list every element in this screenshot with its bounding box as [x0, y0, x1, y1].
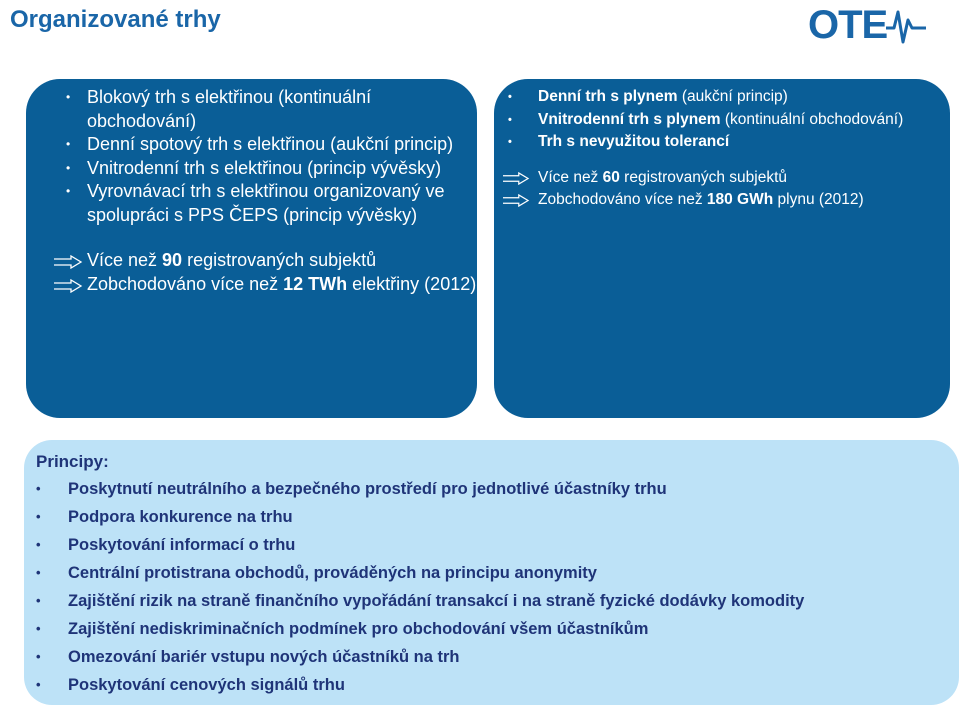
- principle-item: • Poskytování cenových signálů trhu: [24, 671, 959, 699]
- list-item: • Blokový trh s elektřinou (kontinuální obchodování): [26, 86, 477, 133]
- principles-list: [24, 475, 959, 699]
- double-arrow-icon: [502, 194, 530, 207]
- electricity-market-list: [26, 86, 477, 227]
- gas-market-panel: [494, 79, 950, 418]
- electricity-stats-list: [26, 249, 477, 296]
- page-title: Organizované trhy: [10, 6, 221, 33]
- gas-market-list: [494, 86, 950, 154]
- list-item: • Trh s nevyužitou tolerancí: [494, 131, 950, 154]
- principle-item: • Omezování bariér vstupu nových účastníků na trh: [24, 643, 959, 671]
- principle-item: • Zajištění rizik na straně finančního vypořádání transakcí i na straně fyzické dodávky komodity: [24, 587, 959, 615]
- principle-item: • Podpora konkurence na trhu: [24, 503, 959, 531]
- stat-item: Více než 60 registrovaných subjektů: [494, 167, 950, 190]
- principle-item: • Zajištění nediskriminačních podmínek pro obchodování všem účastníkům: [24, 615, 959, 643]
- double-arrow-icon: [502, 172, 530, 185]
- principles-heading: Principy:: [36, 452, 109, 471]
- ote-logo: [808, 2, 928, 46]
- double-arrow-icon: [53, 279, 83, 293]
- principle-item: • Poskytování informací o trhu: [24, 531, 959, 559]
- gas-stats-list: [494, 167, 950, 212]
- list-item: • Vyrovnávací trh s elektřinou organizovaný ve spolupráci s PPS ČEPS (princip vývěsky): [26, 180, 477, 227]
- principle-item: • Poskytnutí neutrálního a bezpečného prostředí pro jednotlivé účastníky trhu: [24, 475, 959, 503]
- list-item: • Denní spotový trh s elektřinou (aukční princip): [26, 133, 477, 157]
- stat-item: Zobchodováno více než 12 TWh elektřiny (2012): [26, 273, 477, 297]
- list-item: • Vnitrodenní trh s elektřinou (princip vývěsky): [26, 157, 477, 181]
- logo-text: OTE: [808, 3, 888, 46]
- double-arrow-icon: [53, 255, 83, 269]
- principles-panel: [24, 440, 959, 705]
- list-item: • Denní trh s plynem (aukční princip): [494, 86, 950, 109]
- principle-item: • Centrální protistrana obchodů, prováděných na principu anonymity: [24, 559, 959, 587]
- stat-item: Zobchodováno více než 180 GWh plynu (2012): [494, 189, 950, 212]
- electricity-market-panel: [26, 79, 477, 418]
- list-item: • Vnitrodenní trh s plynem (kontinuální obchodování): [494, 109, 950, 132]
- stat-item: Více než 90 registrovaných subjektů: [26, 249, 477, 273]
